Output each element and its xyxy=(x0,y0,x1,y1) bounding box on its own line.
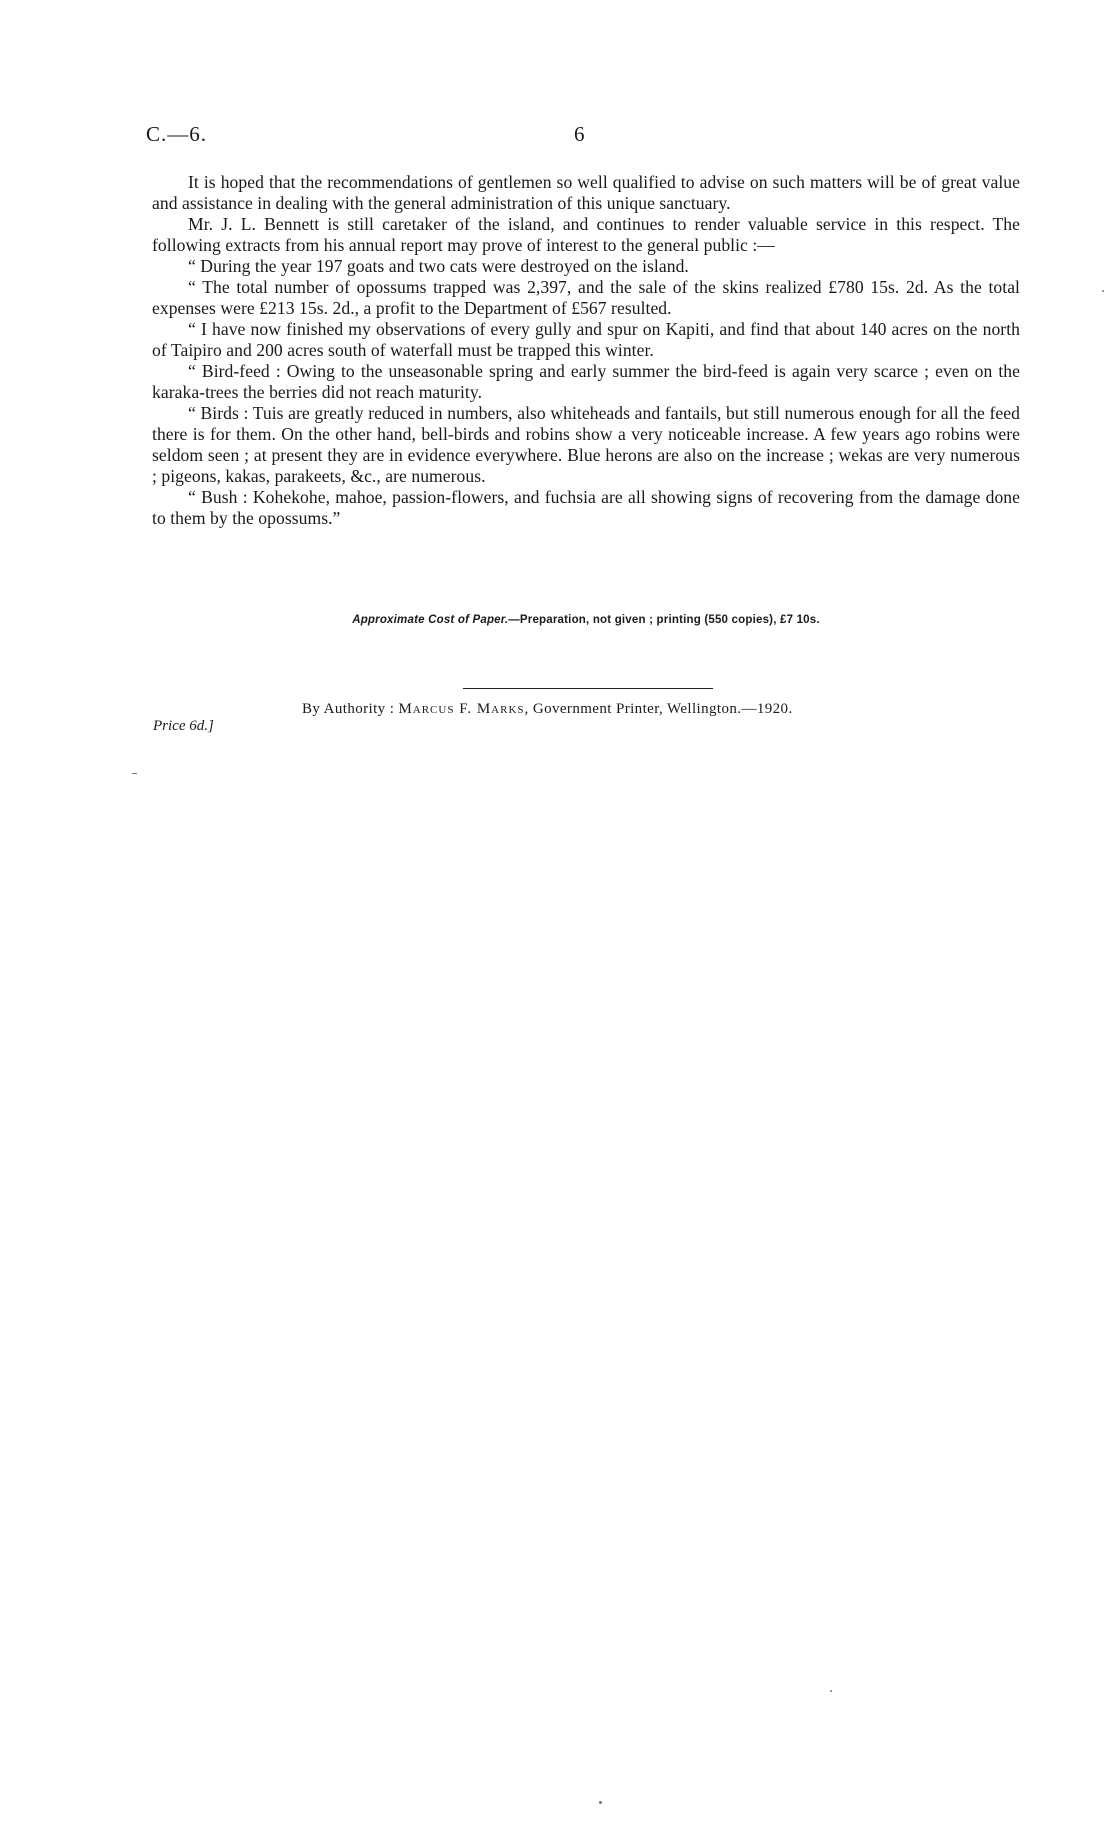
page-header xyxy=(146,122,1014,152)
imprint-suffix: , Government Printer, Wellington.—1920. xyxy=(524,701,793,717)
divider-rule xyxy=(463,688,713,689)
price-label: Price 6d.] xyxy=(153,718,214,734)
body-text xyxy=(152,172,1020,529)
cost-note-label: Approximate Cost of Paper. xyxy=(352,614,509,626)
paragraph: It is hoped that the recommendations of gentlemen so well qualified to advise on such matters will be of great value and assistance in dealing with the general administration of this unique sanctuary. xyxy=(152,172,1020,213)
paragraph: “ Bird-feed : Owing to the unseasonable spring and early summer the bird-feed is again very scarce ; even on the karaka-trees the berries did not reach maturity. xyxy=(152,361,1020,402)
imprint-prefix: By Authority : xyxy=(302,701,399,717)
paragraph: “ Birds : Tuis are greatly reduced in numbers, also whiteheads and fantails, but still numerous enough for all the feed there is for them. On the other hand, bell-birds and robins show a very noticeable increase. A few years ago robins were seldom seen ; at present they are in evidence everywhere. Blue herons are also on the increase ; wekas are very numerous ; pigeons, kakas, parakeets, &c., are numerous. xyxy=(152,403,1020,486)
paragraph: “ The total number of opossums trapped was 2,397, and the sale of the skins realized £780 15s. 2d. As the total expenses were £213 15s. 2d., a profit to the Department of £567 resulted. xyxy=(152,277,1020,318)
printer-imprint xyxy=(302,701,793,718)
scan-speck xyxy=(830,1690,832,1692)
cost-note-text: —Preparation, not given ; printing (550 copies), £7 10s. xyxy=(508,614,820,626)
paragraph: “ I have now finished my observations of every gully and spur on Kapiti, and find that about 140 acres on the north of Taipiro and 200 acres south of waterfall must be trapped this winter. xyxy=(152,319,1020,360)
paragraph: “ Bush : Kohekohe, mahoe, passion-flowers, and fuchsia are all showing signs of recovering from the damage done to them by the opossums.” xyxy=(152,487,1020,528)
cost-note xyxy=(152,614,1020,626)
scan-speck xyxy=(132,773,137,774)
paragraph: “ During the year 197 goats and two cats were destroyed on the island. xyxy=(188,256,689,276)
scan-speck xyxy=(1102,290,1104,292)
printer-name: Marcus F. Marks xyxy=(398,701,525,717)
paragraph: Mr. J. L. Bennett is still caretaker of the island, and continues to render valuable service in this respect. The following extracts from his annual report may prove of interest to the general public :— xyxy=(152,214,1020,255)
scan-speck xyxy=(599,1801,602,1804)
document-reference: C.—6. xyxy=(146,122,208,146)
page-number: 6 xyxy=(574,122,585,146)
